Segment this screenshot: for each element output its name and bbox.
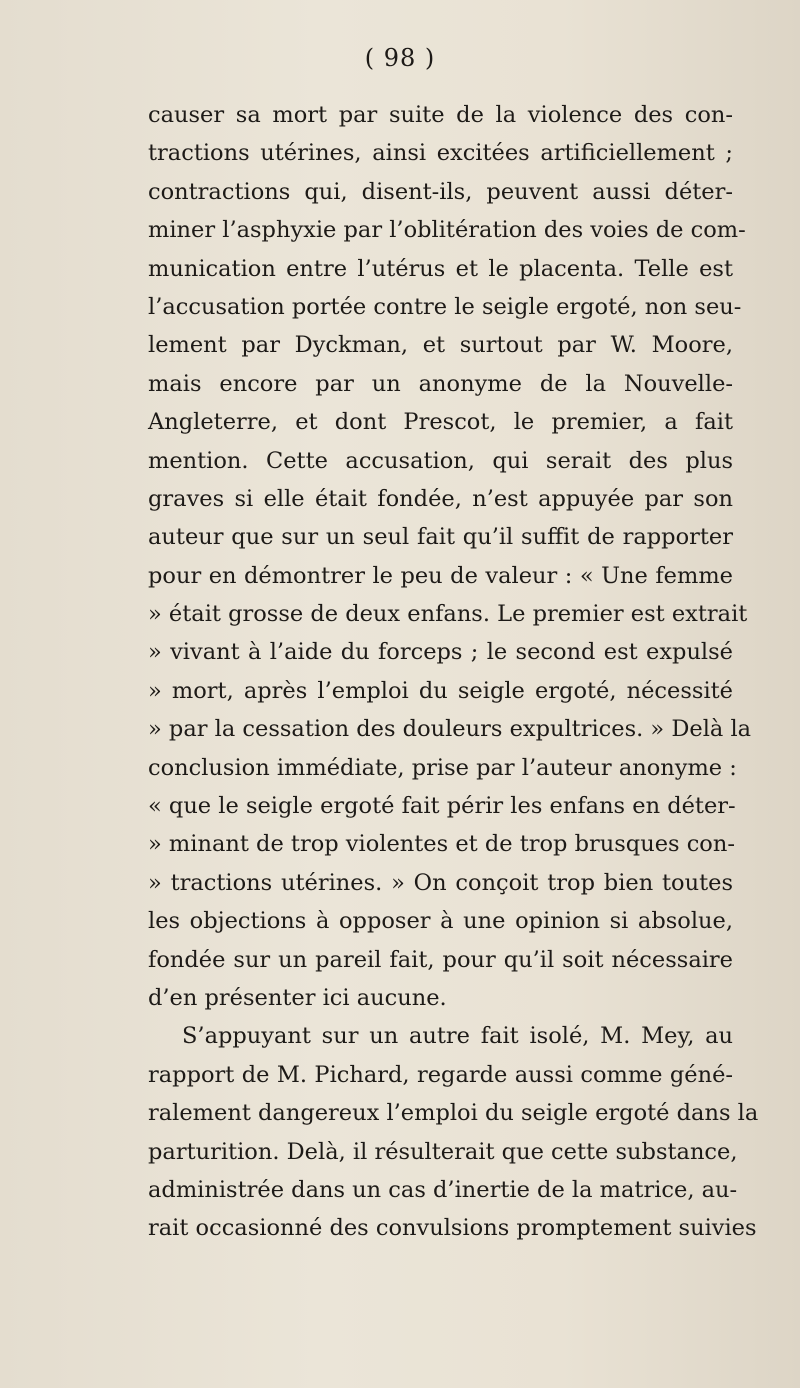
text-line: S’appuyant sur un autre fait isolé, M. Mey, au [182, 1023, 733, 1050]
text-line: » était grosse de deux enfans. Le premier est extrait [148, 601, 748, 628]
text-line: » par la cessation des douleurs expultrices. » Delà la [148, 716, 752, 743]
text-line: les objections à opposer à une opinion si absolue, [148, 908, 733, 935]
text-line: » vivant à l’aide du forceps ; le second est expulsé [148, 639, 733, 666]
text-line: pour en démontrer le peu de valeur : « Une femme [148, 562, 733, 589]
text-line: » minant de trop violentes et de trop brusques con- [148, 831, 735, 858]
text-line: graves si elle était fondée, n’est appuyée par son [148, 485, 733, 512]
text-line: parturition. Delà, il résulterait que cette substance, [148, 1138, 738, 1165]
text-line: miner l’asphyxie par l’oblitération des voies de com- [148, 217, 746, 244]
text-line: munication entre l’utérus et le placenta. Telle est [148, 255, 733, 282]
text-line: Angleterre, et dont Prescot, le premier, a fait [148, 409, 733, 436]
text-line: rait occasionné des convulsions promptement suivies [148, 1215, 757, 1242]
text-line: fondée sur un pareil fait, pour qu’il soit nécessaire [148, 946, 733, 973]
text-line: auteur que sur un seul fait qu’il suffit de rapporter [148, 524, 733, 551]
text-line: rapport de M. Pichard, regarde aussi comme géné- [148, 1061, 733, 1088]
text-line: d’en présenter ici aucune. [148, 984, 447, 1011]
text-line: ralement dangereux l’emploi du seigle ergoté dans la [148, 1100, 759, 1127]
text-line: » mort, après l’emploi du seigle ergoté, nécessité [148, 677, 733, 704]
page-number: ( 98 ) [364, 44, 436, 72]
text-line: mais encore par un anonyme de la Nouvelle- [148, 370, 733, 397]
text-line: « que le seigle ergoté fait périr les enfans en déter- [148, 793, 736, 820]
text-line: » tractions utérines. » On conçoit trop bien toutes [148, 869, 733, 896]
text-line: conclusion immédiate, prise par l’auteur anonyme : [148, 754, 737, 781]
text-line: mention. Cette accusation, qui serait des plus [148, 447, 733, 474]
text-line: lement par Dyckman, et surtout par W. Moore, [148, 332, 733, 359]
text-line: causer sa mort par suite de la violence des con- [148, 102, 733, 128]
text-line: tractions utérines, ainsi excitées artificiellement ; [148, 140, 733, 167]
text-line: contractions qui, disent-ils, peuvent aussi déter- [148, 178, 733, 205]
text-line: l’accusation portée contre le seigle ergoté, non seu- [148, 293, 742, 320]
body-text [148, 96, 759, 1248]
text-line: administrée dans un cas d’inertie de la matrice, au- [148, 1176, 738, 1203]
